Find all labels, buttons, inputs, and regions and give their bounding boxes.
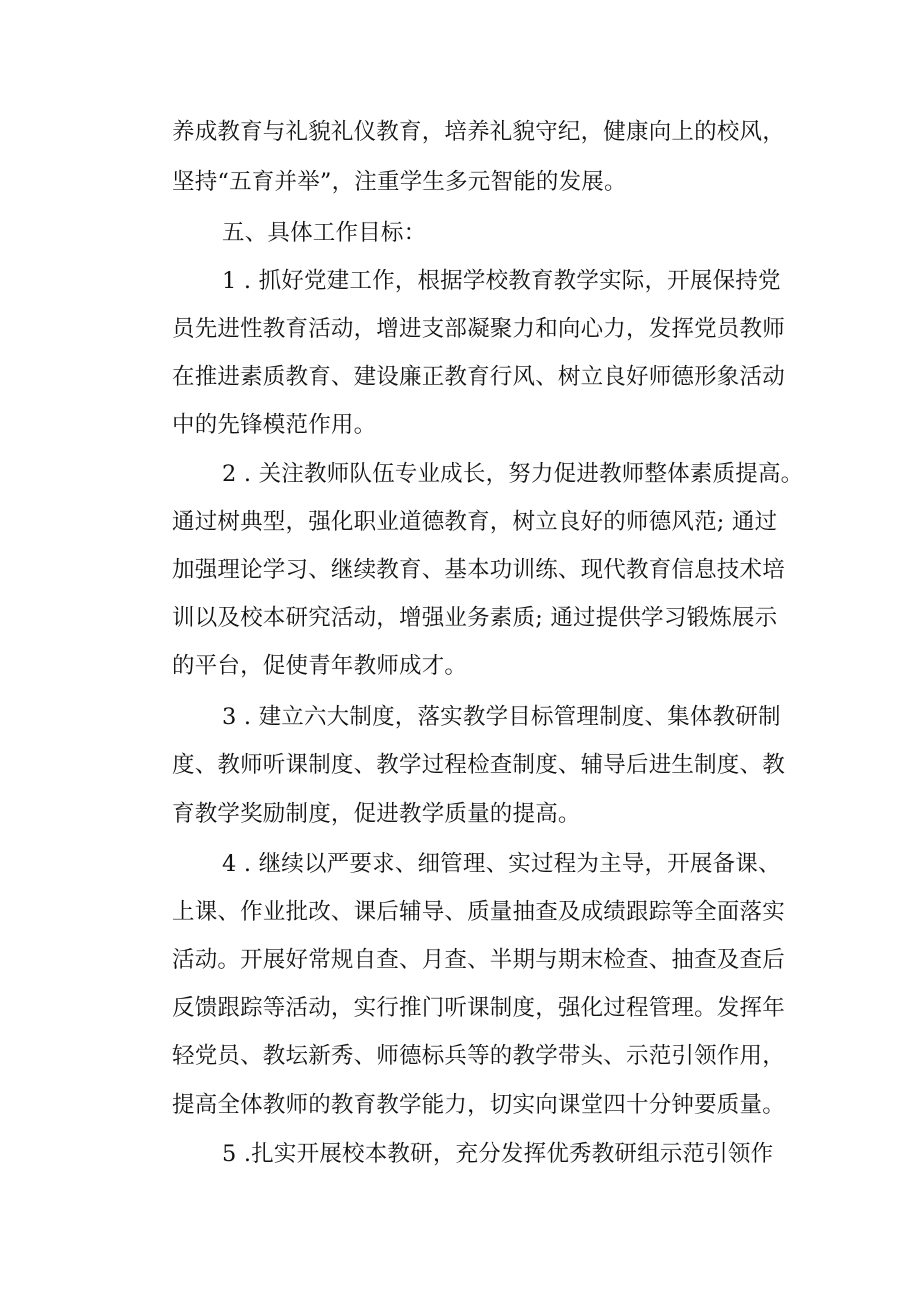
text-line: 育教学奖励制度，促进教学质量的提高。 [172,801,581,827]
section-heading: 五、具体工作目标： [222,220,427,246]
text-line: 活动。开展好常规自查、月查、半期与期末检查、抽查及查后 [172,947,785,973]
text-line: 轻党员、教坛新秀、师德标兵等的教学带头、示范引领作用， [172,1043,785,1069]
text-line: 养成教育与礼貌礼仪教育，培养礼貌守纪，健康向上的校风， [172,119,785,145]
text-line: 加强理论学习、继续教育、基本功训练、现代教育信息技术培 [172,557,785,583]
text-line: 2 . 关注教师队伍专业成长，努力促进教师整体素质提高。 [222,461,804,487]
text-line: 在推进素质教育、建设廉正教育行风、树立良好师德形象活动 [172,364,785,390]
text-line: 反馈跟踪等活动，实行推门听课制度，强化过程管理。发挥年 [172,995,785,1021]
text-line: 5 .扎实开展校本教研，充分发挥优秀教研组示范引领作 [222,1141,774,1167]
text-line: 的平台，促使青年教师成才。 [172,653,468,679]
text-line: 通过树典型，强化职业道德教育，树立良好的师德风范; 通过 [172,509,778,535]
text-line: 4 . 继续以严要求、细管理、实过程为主导，开展备课、 [222,851,781,877]
text-line: 训以及校本研究活动，增强业务素质; 通过提供学习锻炼展示 [172,605,778,631]
text-line: 3 . 建立六大制度，落实教学目标管理制度、集体教研制 [222,704,781,730]
text-line: 提高全体教师的教育教学能力，切实向课堂四十分钟要质量。 [172,1092,785,1118]
text-line: 员先进性教育活动，增进支部凝聚力和向心力，发挥党员教师 [172,316,785,342]
text-line: 坚持“五育并举”，注重学生多元智能的发展。 [172,169,627,195]
text-line: 上课、作业批改、课后辅导、质量抽查及成绩跟踪等全面落实 [172,899,785,925]
text-line: 1 . 抓好党建工作，根据学校教育教学实际，开展保持党 [222,268,781,294]
text-line: 中的先锋模范作用。 [172,412,377,438]
text-line: 度、教师听课制度、教学过程检查制度、辅导后进生制度、教 [172,752,785,778]
